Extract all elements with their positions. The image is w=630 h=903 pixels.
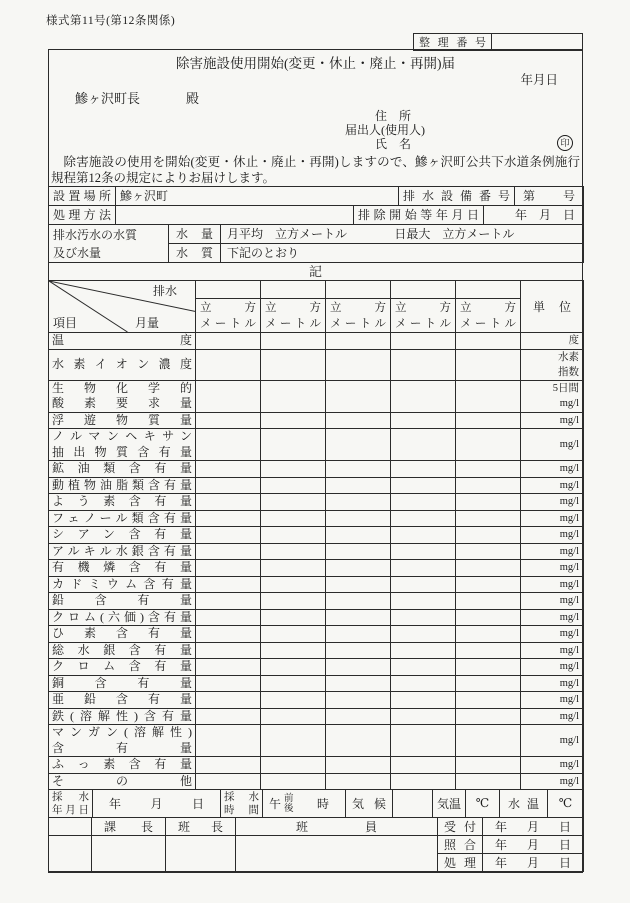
value-cell — [261, 576, 326, 593]
group-chief-stamp-cell — [166, 836, 236, 872]
value-cell — [326, 659, 391, 676]
parameter-label: 温度 — [49, 333, 196, 350]
table-row — [49, 757, 584, 774]
value-cell — [326, 757, 391, 774]
group-chief-label: 班長 — [166, 818, 236, 836]
group-member-stamp-cell — [236, 836, 438, 872]
approval-blank-cell — [49, 836, 92, 872]
value-cell — [326, 560, 391, 577]
value-cell — [456, 333, 521, 350]
parameter-label: その他 — [49, 773, 196, 790]
value-cell — [196, 593, 261, 610]
unit-cell: mg/l — [521, 461, 584, 478]
table-row — [49, 477, 584, 494]
table-row — [49, 675, 584, 692]
unit-cell: mg/l — [521, 773, 584, 790]
processing-label: 処理 — [438, 854, 483, 872]
location-label: 設置場所 — [49, 187, 116, 206]
value-cell — [196, 609, 261, 626]
value-cell — [391, 380, 456, 412]
am-pm-labels: 前 後 — [284, 793, 294, 814]
parameter-label: ふっ素含有量 — [49, 757, 196, 774]
unit-cell: mg/l — [521, 560, 584, 577]
applicant-block — [345, 109, 582, 151]
value-cell — [391, 333, 456, 350]
value-cell — [391, 412, 456, 429]
start-date-value: 年 月 日 — [484, 206, 584, 225]
parameter-label: ノルマンヘキサン 抽出物質含有量 — [49, 429, 196, 461]
value-cell — [261, 725, 326, 757]
sampling-time-value — [263, 790, 346, 818]
info-table-quality — [48, 224, 584, 263]
value-cell — [456, 626, 521, 643]
unit-cell: mg/l — [521, 708, 584, 725]
value-cell — [456, 609, 521, 626]
parameter-label: 亜鉛含有量 — [49, 692, 196, 709]
unit-cell: mg/l — [521, 692, 584, 709]
parameter-label: 生物化学的 酸素要求量 — [49, 380, 196, 412]
value-cell — [196, 333, 261, 350]
value-cell — [391, 593, 456, 610]
note-heading: 記 — [308, 264, 322, 279]
sampling-date-value: 年 月 日 — [93, 790, 221, 818]
value-cell — [456, 642, 521, 659]
body-text: 除害施設の使用を開始(変更・休止・廃止・再開)しますので、鰺ヶ沢町公共下水道条例施行規程第12条の規定によりお届けします。 — [51, 155, 580, 185]
value-cell — [261, 773, 326, 790]
treatment-method-label: 処理方法 — [49, 206, 116, 225]
value-cell — [456, 692, 521, 709]
value-column-top-cell — [456, 281, 521, 299]
value-cell — [456, 429, 521, 461]
unit-cell: mg/l — [521, 429, 584, 461]
parameter-label: 鉛含有量 — [49, 593, 196, 610]
value-cell — [196, 576, 261, 593]
day-label: 日 — [545, 73, 558, 87]
table-row — [49, 349, 584, 380]
parameter-label: カドミウム含有量 — [49, 576, 196, 593]
table-row — [49, 576, 584, 593]
collation-date: 年 月 日 — [483, 836, 584, 854]
value-cell — [261, 333, 326, 350]
drain-number-label: 排水設備番号 — [399, 187, 515, 206]
reference-number-value — [492, 34, 583, 51]
water-temp-unit: ℃ — [548, 790, 584, 818]
value-cell — [261, 675, 326, 692]
value-cell — [391, 576, 456, 593]
value-cell — [391, 708, 456, 725]
unit-cell: mg/l — [521, 527, 584, 544]
value-cell — [196, 412, 261, 429]
table-row — [49, 773, 584, 790]
value-cell — [196, 543, 261, 560]
info-table-row2 — [48, 205, 584, 225]
year-label: 年 — [520, 73, 533, 87]
value-column-top-cell — [196, 281, 261, 299]
wastewater-quality-label: 排水汚水の水質 及び水量 — [49, 225, 169, 263]
value-cell — [391, 692, 456, 709]
value-cell — [326, 725, 391, 757]
value-cell — [326, 626, 391, 643]
value-cell — [196, 757, 261, 774]
value-cell — [326, 461, 391, 478]
value-cell — [456, 510, 521, 527]
value-cell — [196, 675, 261, 692]
value-cell — [326, 675, 391, 692]
table-row — [49, 626, 584, 643]
value-cell — [261, 593, 326, 610]
value-cell — [261, 543, 326, 560]
form-number: 様式第11号(第12条関係) — [46, 15, 176, 27]
weather-value — [393, 790, 433, 818]
value-cell — [261, 560, 326, 577]
table-row — [49, 527, 584, 544]
value-cell — [391, 659, 456, 676]
value-cell — [456, 576, 521, 593]
value-cell — [326, 494, 391, 511]
water-volume-value: 月平均 立方メートル 日最大 立方メートル — [221, 225, 584, 244]
parameter-label: よう素含有量 — [49, 494, 196, 511]
value-cell — [196, 349, 261, 380]
volume-column-header: 立方 メートル — [456, 299, 521, 333]
approval-table — [48, 817, 584, 872]
value-cell — [456, 494, 521, 511]
value-cell — [196, 642, 261, 659]
volume-column-header: 立方 メートル — [391, 299, 456, 333]
value-cell — [196, 461, 261, 478]
unit-cell: mg/l — [521, 675, 584, 692]
hour-label: 時 — [316, 797, 329, 811]
value-cell — [456, 708, 521, 725]
value-cell — [326, 349, 391, 380]
parameter-label: シアン含有量 — [49, 527, 196, 544]
table-row — [49, 543, 584, 560]
sampling-time-label: 採水 時間 — [221, 790, 263, 818]
applicant-label: 届出人(使用人) — [345, 123, 425, 137]
address-label: 住 所 — [375, 109, 412, 123]
value-cell — [456, 725, 521, 757]
value-cell — [326, 773, 391, 790]
value-cell — [326, 380, 391, 412]
value-cell — [196, 725, 261, 757]
value-cell — [261, 609, 326, 626]
month-label: 月 — [532, 73, 546, 87]
treatment-method-value — [116, 206, 354, 225]
value-cell — [391, 510, 456, 527]
value-cell — [196, 477, 261, 494]
parameter-label: ひ素含有量 — [49, 626, 196, 643]
value-cell — [326, 510, 391, 527]
unit-cell: mg/l — [521, 543, 584, 560]
value-cell — [261, 380, 326, 412]
honorific: 殿 — [186, 91, 200, 106]
value-cell — [456, 477, 521, 494]
value-cell — [391, 725, 456, 757]
water-quality-value: 下記のとおり — [221, 244, 584, 263]
section-chief-label: 課長 — [92, 818, 166, 836]
value-cell — [326, 708, 391, 725]
value-cell — [261, 659, 326, 676]
value-cell — [326, 477, 391, 494]
value-cell — [391, 477, 456, 494]
value-cell — [261, 642, 326, 659]
corner-label-monthly: 月量 — [135, 316, 160, 330]
corner-header — [49, 281, 196, 333]
value-cell — [261, 494, 326, 511]
value-cell — [456, 412, 521, 429]
unit-cell: mg/l — [521, 757, 584, 774]
air-temp-label: 気温 — [433, 790, 466, 818]
info-table-row1 — [48, 186, 584, 206]
reference-number-label: 整理番号 — [414, 34, 492, 51]
unit-cell: mg/l — [521, 412, 584, 429]
value-column-top-cell — [391, 281, 456, 299]
value-cell — [196, 626, 261, 643]
value-cell — [456, 380, 521, 412]
value-cell — [326, 543, 391, 560]
value-cell — [196, 659, 261, 676]
group-member-label: 班員 — [236, 818, 438, 836]
receipt-date: 年 月 日 — [483, 818, 584, 836]
value-cell — [326, 692, 391, 709]
unit-cell: 度 — [521, 333, 584, 350]
value-cell — [326, 609, 391, 626]
parameter-label: 鉄(溶解性)含有量 — [49, 708, 196, 725]
value-column-top-cell — [326, 281, 391, 299]
value-cell — [261, 412, 326, 429]
value-cell — [326, 593, 391, 610]
unit-column-header: 単位 — [521, 281, 584, 333]
value-cell — [456, 527, 521, 544]
value-cell — [391, 773, 456, 790]
value-cell — [196, 708, 261, 725]
value-column-top-cell — [261, 281, 326, 299]
table-row — [49, 560, 584, 577]
name-line — [345, 137, 582, 151]
value-cell — [391, 609, 456, 626]
unit-cell: mg/l — [521, 725, 584, 757]
value-cell — [391, 757, 456, 774]
receipt-label: 受付 — [438, 818, 483, 836]
parameter-label: フェノール類含有量 — [49, 510, 196, 527]
water-quality-label: 水質 — [169, 244, 221, 263]
seal-icon: 印 — [557, 135, 573, 151]
value-cell — [456, 757, 521, 774]
volume-column-header: 立方 メートル — [326, 299, 391, 333]
value-cell — [391, 626, 456, 643]
unit-cell: 水素 指数 — [521, 349, 584, 380]
parameter-label: 浮遊物質量 — [49, 412, 196, 429]
value-cell — [261, 510, 326, 527]
table-row — [49, 692, 584, 709]
value-cell — [391, 560, 456, 577]
table-row — [49, 333, 584, 350]
noon-label: 午 — [269, 797, 282, 811]
parameter-table — [48, 280, 584, 790]
value-cell — [391, 494, 456, 511]
table-row — [49, 429, 584, 461]
table-row — [49, 642, 584, 659]
value-cell — [326, 642, 391, 659]
value-cell — [261, 708, 326, 725]
approval-blank-cell — [49, 818, 92, 836]
value-cell — [326, 412, 391, 429]
value-cell — [326, 527, 391, 544]
drain-number-value: 第 号 — [515, 187, 584, 206]
corner-label-drain: 排水 — [153, 284, 178, 298]
parameter-label: 銅含有量 — [49, 675, 196, 692]
form-body-frame — [48, 49, 583, 873]
unit-cell: mg/l — [521, 477, 584, 494]
parameter-label: 総水銀含有量 — [49, 642, 196, 659]
air-temp-unit: ℃ — [466, 790, 500, 818]
weather-label: 気候 — [346, 790, 393, 818]
sampling-table — [48, 789, 584, 818]
unit-cell: mg/l — [521, 576, 584, 593]
value-cell — [261, 626, 326, 643]
collation-label: 照合 — [438, 836, 483, 854]
unit-cell: mg/l — [521, 642, 584, 659]
table-row — [49, 510, 584, 527]
value-cell — [391, 429, 456, 461]
sampling-date-label: 採水 年月日 — [49, 790, 93, 818]
water-volume-label: 水量 — [169, 225, 221, 244]
value-cell — [456, 560, 521, 577]
table-row — [49, 725, 584, 757]
value-cell — [196, 429, 261, 461]
value-cell — [261, 477, 326, 494]
table-row — [49, 380, 584, 412]
value-cell — [456, 593, 521, 610]
parameter-label: クロム含有量 — [49, 659, 196, 676]
value-cell — [456, 773, 521, 790]
value-cell — [196, 380, 261, 412]
parameter-label: 有機燐含有量 — [49, 560, 196, 577]
addressee-line — [49, 90, 582, 107]
value-cell — [391, 642, 456, 659]
value-cell — [391, 527, 456, 544]
value-cell — [391, 675, 456, 692]
table-row — [49, 593, 584, 610]
value-cell — [326, 429, 391, 461]
value-cell — [261, 757, 326, 774]
value-cell — [196, 527, 261, 544]
value-cell — [456, 349, 521, 380]
unit-cell: mg/l — [521, 593, 584, 610]
value-cell — [456, 543, 521, 560]
unit-cell: mg/l — [521, 494, 584, 511]
unit-cell: mg/l — [521, 659, 584, 676]
value-cell — [196, 510, 261, 527]
table-row — [49, 461, 584, 478]
value-cell — [196, 494, 261, 511]
addressee: 鰺ヶ沢町長 — [75, 91, 141, 106]
unit-cell: mg/l — [521, 626, 584, 643]
processing-date: 年 月 日 — [483, 854, 584, 872]
value-cell — [456, 675, 521, 692]
page-title: 除害施設使用開始(変更・休止・廃止・再開)届 — [176, 56, 455, 71]
value-cell — [456, 461, 521, 478]
value-cell — [456, 659, 521, 676]
value-cell — [326, 576, 391, 593]
section-chief-stamp-cell — [92, 836, 166, 872]
table-row — [49, 412, 584, 429]
value-cell — [391, 461, 456, 478]
value-cell — [261, 692, 326, 709]
unit-cell: 5日間 mg/l — [521, 380, 584, 412]
volume-column-header: 立方 メートル — [261, 299, 326, 333]
parameter-label: マンガン(溶解性) 含有量 — [49, 725, 196, 757]
name-label: 氏 名 — [375, 137, 412, 151]
value-cell — [391, 349, 456, 380]
value-cell — [326, 333, 391, 350]
table-row — [49, 494, 584, 511]
table-row — [49, 659, 584, 676]
parameter-label: 水素イオン濃度 — [49, 349, 196, 380]
value-cell — [261, 461, 326, 478]
parameter-label: クロム(六価)含有量 — [49, 609, 196, 626]
unit-cell: mg/l — [521, 510, 584, 527]
water-temp-label: 水温 — [500, 790, 548, 818]
value-cell — [196, 773, 261, 790]
parameter-label: 鉱油類含有量 — [49, 461, 196, 478]
value-cell — [196, 692, 261, 709]
table-row — [49, 708, 584, 725]
parameter-label: 動植物油脂類含有量 — [49, 477, 196, 494]
value-cell — [196, 560, 261, 577]
date-line — [49, 72, 582, 88]
unit-cell: mg/l — [521, 609, 584, 626]
value-cell — [261, 349, 326, 380]
value-cell — [261, 429, 326, 461]
value-cell — [391, 543, 456, 560]
parameter-label: アルキル水銀含有量 — [49, 543, 196, 560]
table-row — [49, 609, 584, 626]
value-cell — [261, 527, 326, 544]
corner-label-item: 項目 — [53, 316, 78, 330]
start-date-label: 排除開始等年月日 — [354, 206, 484, 225]
volume-column-header: 立方 メートル — [196, 299, 261, 333]
location-value: 鰺ヶ沢町 — [116, 187, 399, 206]
